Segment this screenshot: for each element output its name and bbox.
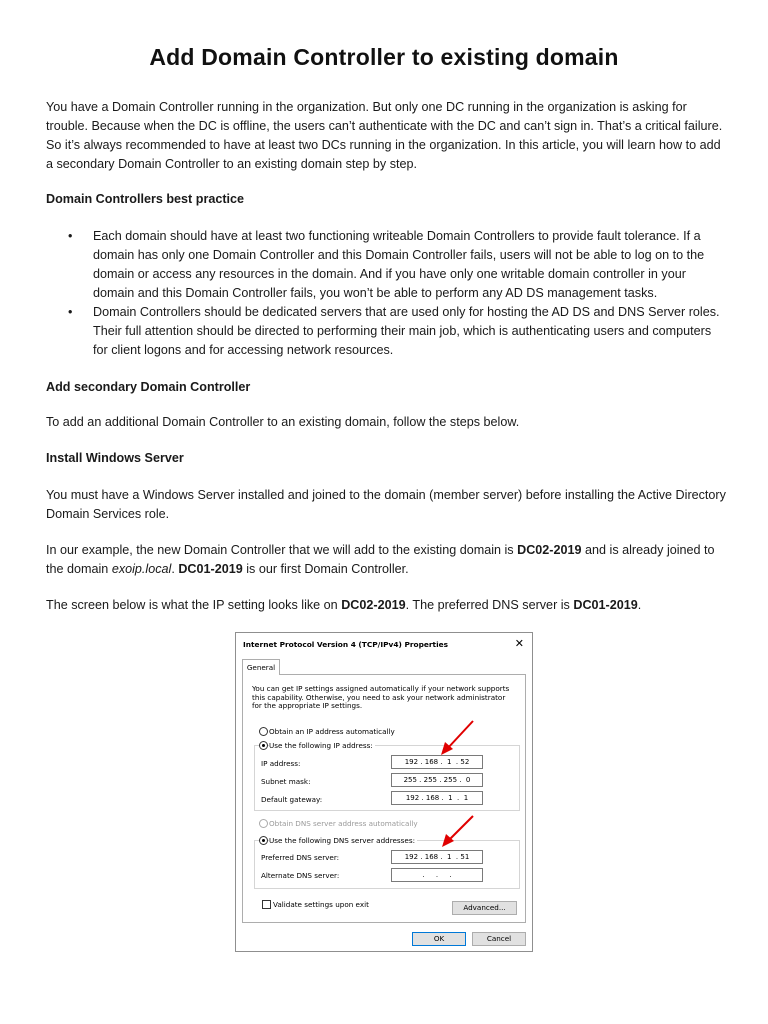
domain-name: exoip.local bbox=[111, 562, 172, 576]
tab-general[interactable]: General bbox=[242, 659, 280, 675]
dialog-description: You can get IP settings assigned automatically if your network supports this capability. Otherwise, you need to ask your network administrator for the appropriate IP settings. bbox=[252, 684, 510, 711]
install-paragraph: You must have a Windows Server installed and joined to the domain (member server) before installing the Active Directory Domain Services role. bbox=[46, 488, 726, 521]
best-practice-heading: Domain Controllers best practice bbox=[46, 192, 245, 206]
validate-label: Validate settings upon exit bbox=[273, 900, 369, 909]
dc02-name: DC02-2019 bbox=[517, 543, 582, 557]
cancel-button[interactable]: Cancel bbox=[472, 932, 526, 946]
preferred-dns-label: Preferred DNS server: bbox=[261, 853, 340, 862]
bullet-icon: • bbox=[68, 229, 73, 243]
secondary-heading: Add secondary Domain Controller bbox=[46, 380, 251, 394]
obtain-ip-label: Obtain an IP address automatically bbox=[269, 727, 395, 736]
subnet-mask-label: Subnet mask: bbox=[261, 777, 311, 786]
intro-paragraph: You have a Domain Controller running in the organization. But only one DC running in the organization is asking for trouble. Because when the DC is offline, the users can’t authenticate with the DC and can’t sign in. That’s a critical failure. So it’s always recommended to have at least two DCs running in the organization. In this article, you will learn how to add a secondary Domain Controller to an existing domain step by step. bbox=[46, 100, 723, 171]
alternate-dns-input[interactable]: . . . bbox=[391, 868, 483, 882]
ipv4-properties-dialog bbox=[235, 632, 533, 952]
alternate-dns-label: Alternate DNS server: bbox=[261, 871, 340, 880]
advanced-button[interactable]: Advanced... bbox=[452, 901, 517, 915]
list-item bbox=[46, 227, 726, 303]
best-practice-list bbox=[46, 227, 726, 360]
dc02-name: DC02-2019 bbox=[341, 598, 406, 612]
obtain-dns-label: Obtain DNS server address automatically bbox=[269, 819, 418, 828]
dialog-title: Internet Protocol Version 4 (TCP/IPv4) Properties bbox=[243, 640, 449, 649]
ok-button[interactable]: OK bbox=[412, 932, 466, 946]
ip-address-label: IP address: bbox=[261, 759, 301, 768]
default-gateway-input[interactable]: 192 . 168 . 1 . 1 bbox=[391, 791, 483, 805]
ip-arrow-icon bbox=[441, 721, 473, 755]
page-title: Add Domain Controller to existing domain bbox=[149, 44, 619, 70]
screen-paragraph: The screen below is what the IP setting looks like on DC02-2019. The preferred DNS server is DC01-2019. bbox=[46, 598, 642, 612]
close-icon[interactable]: ✕ bbox=[514, 637, 524, 650]
use-ip-label: Use the following IP address: bbox=[269, 741, 373, 750]
preferred-dns-input[interactable]: 192 . 168 . 1 . 51 bbox=[391, 850, 483, 864]
bullet-icon: • bbox=[68, 305, 73, 319]
list-item-text: Each domain should have at least two functioning writeable Domain Controllers to provide fault tolerance. If a domain has only one Domain Controller and this Domain Controller fails, users will not be able to log on to the domain or access any resources in the domain. And if you have only one writable domain controller in your domain and this Domain Controller fails, you won’t be able to perform any AD DS management tasks. bbox=[93, 229, 705, 300]
use-dns-label: Use the following DNS server addresses: bbox=[269, 836, 416, 845]
ip-address-input[interactable]: 192 . 168 . 1 . 52 bbox=[391, 755, 483, 769]
secondary-paragraph: To add an additional Domain Controller to an existing domain, follow the steps below. bbox=[46, 415, 520, 429]
list-item-text: Domain Controllers should be dedicated servers that are used only for hosting the AD DS and DNS Server roles. Their full attention should be directed to performing their main job, which is authenticating users and computers for client logons and for accessing network resources. bbox=[93, 305, 720, 357]
subnet-mask-input[interactable]: 255 . 255 . 255 . 0 bbox=[391, 773, 483, 787]
dns-arrow-icon bbox=[442, 816, 473, 847]
default-gateway-label: Default gateway: bbox=[261, 795, 323, 804]
install-heading: Install Windows Server bbox=[46, 451, 184, 465]
example-paragraph: In our example, the new Domain Controller that we will add to the existing domain is DC02-2019 and is already joined to the domain exoip.local. DC01-2019 is our first Domain Controller. bbox=[46, 543, 715, 576]
dc01-name: DC01-2019 bbox=[573, 598, 638, 612]
annotation-arrows bbox=[236, 633, 532, 951]
dc01-name: DC01-2019 bbox=[178, 562, 243, 576]
list-item bbox=[46, 303, 726, 360]
